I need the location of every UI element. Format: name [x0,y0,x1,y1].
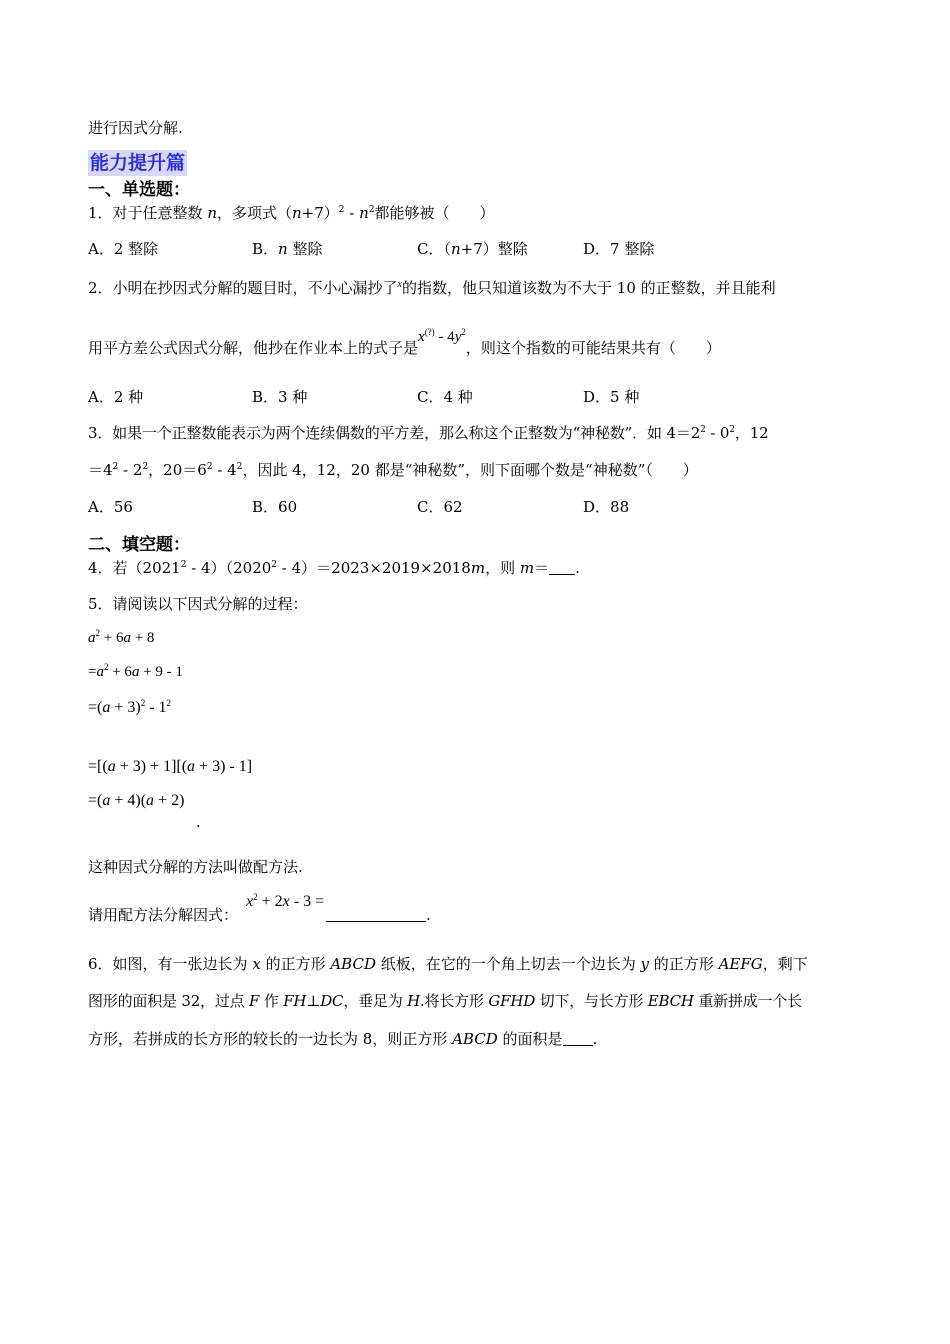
q5-expression: $x^2 + 2x - 3$ = [246,892,325,910]
q5-method: 这种因式分解的方法叫做配方法. [88,858,303,876]
q1-option-d[interactable]: D．7 整除 [583,240,655,258]
question-6-line-2: 图形的面积是 32，过点 F 作 FH⊥DC，垂足为 H.将长方形 GFHD 切下，与长方形 EBCH 重新拼成一个长 [88,992,802,1010]
question-5-intro: 5．请阅读以下因式分解的过程： [88,595,308,613]
answer-blank[interactable] [563,1045,593,1046]
q1-option-b[interactable]: B．n 整除 [252,240,323,258]
q3-option-b[interactable]: B．60 [252,498,298,516]
intro-tail: 进行因式分解. [88,119,183,137]
q5-step-1: $a^2 + 6a + 8$ [88,628,155,646]
q2-option-d[interactable]: D．5 种 [583,388,640,406]
answer-blank[interactable] [549,574,575,575]
q5-step-4: =[(a + 3) + 1][(a + 3) - 1] [88,758,253,775]
question-6-line-1: 6．如图，有一张边长为 x 的正方形 ABCD 纸板，在它的一个角上切去一个边长为 y 的正方形 AEFG，剩下 [88,955,808,973]
q5-step-2: $=a^2 + 6a + 9 - 1$ [88,662,183,680]
q1-option-c[interactable]: C．（n+7）整除 [417,240,528,258]
q2-option-c[interactable]: C．4 种 [417,388,473,406]
q2-option-b[interactable]: B．3 种 [252,388,308,406]
section-badge: 能力提升篇 [90,152,186,174]
q5-step-5: =(a + 4)(a + 2) [88,792,185,809]
question-2-line-2: 用平方差公式因式分解，他抄在作业本上的式子是$x^{(?)} - 4y^2$，则这个指数的可能结果共有（ ） [88,327,721,357]
q5-step-3: $=(a + 3)^2 - 1^2$ [88,698,172,716]
question-3-line-2: $=4^2 - 2^2$，$20=6^2 - 4^2$，因此 4，12，20 都是“神秘数”，则下面哪个数是“神秘数”（ ） [88,461,698,479]
q3-option-c[interactable]: C．62 [417,498,463,516]
q2-option-a[interactable]: A．2 种 [88,388,144,406]
part2-heading: 二、填空题： [88,535,190,555]
question-1: 1．对于任意整数 n，多项式$(n+7)^2 - n^2$都能够被（ ） [88,204,495,222]
answer-blank[interactable] [326,921,426,922]
q2-expression: $x^{(?)} - 4y^2$ [418,327,466,345]
q5-ask: 请用配方法分解因式：$x^2 + 2x - 3$ =. [88,892,431,924]
q1-option-a[interactable]: A．2 整除 [88,240,159,258]
question-4: 4．若（2021$^2$ - 4）（2020$^2$ - 4）＝2023×2019×2018m，则 m＝ . [88,559,580,577]
q3-option-a[interactable]: A．56 [88,498,133,516]
question-6-line-3: 方形，若拼成的长方形的较长的一边长为 8，则正方形 ABCD 的面积是 . [88,1030,598,1048]
question-2-line-1: 2．小明在抄因式分解的题目时，不小心漏抄了$^x$的指数，他只知道该数为不大于 10 的正整数，并且能利 [88,279,776,297]
question-3-line-1: 3．如果一个正整数能表示为两个连续偶数的平方差，那么称这个正整数为“神秘数”．如 $4=2^2 - 0^2$，12 [88,424,769,442]
q3-option-d[interactable]: D．88 [583,498,630,516]
q5-step-5-period: . [196,813,201,831]
part1-heading: 一、单选题： [88,180,190,200]
